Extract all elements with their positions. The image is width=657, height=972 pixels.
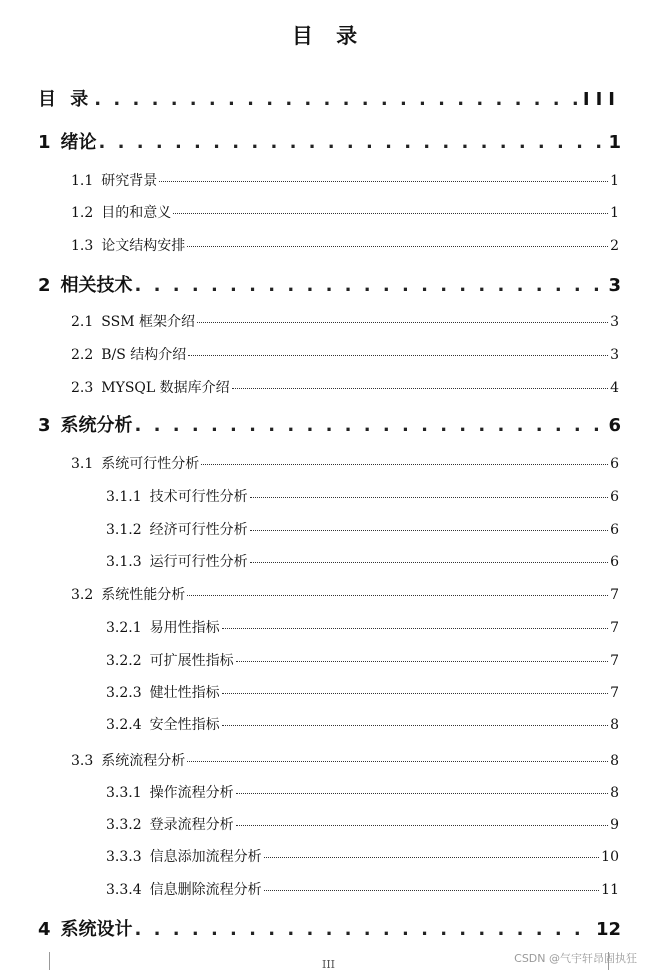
toc-entry[interactable] bbox=[106, 879, 619, 899]
toc-entry[interactable] bbox=[71, 377, 619, 397]
toc-entry-label bbox=[71, 344, 186, 364]
toc-entry-page: 3 bbox=[610, 314, 619, 330]
toc-entry-label bbox=[71, 453, 199, 473]
toc-entry-text: B/S 结构介绍 bbox=[101, 347, 187, 363]
toc-entry[interactable] bbox=[106, 714, 619, 734]
toc-dot-leader bbox=[236, 793, 608, 794]
toc-entry-label bbox=[38, 915, 133, 941]
toc-entry[interactable] bbox=[71, 170, 619, 190]
toc-entry-label bbox=[38, 85, 92, 111]
toc-entry[interactable] bbox=[71, 235, 619, 255]
toc-entry-page: 1 bbox=[610, 205, 619, 221]
toc-entry-page: 7 bbox=[610, 685, 619, 701]
toc-entry-page: 4 bbox=[610, 380, 619, 396]
toc-entry-label bbox=[106, 846, 262, 866]
toc-entry-text: 可扩展性指标 bbox=[149, 653, 234, 669]
toc-entry-label bbox=[71, 170, 157, 190]
toc-entry-text: 信息添加流程分析 bbox=[149, 849, 262, 865]
toc-entry-number: 1 bbox=[38, 132, 51, 153]
toc-entry-number: 3.3.3 bbox=[106, 849, 142, 865]
toc-entry-page: 6 bbox=[610, 456, 619, 472]
toc-entry-label bbox=[106, 714, 220, 734]
toc-entry-text: 易用性指标 bbox=[149, 620, 220, 636]
toc-entry-label bbox=[106, 519, 248, 539]
toc-dot-leader bbox=[135, 415, 607, 436]
toc-entry[interactable] bbox=[106, 814, 619, 834]
toc-entry-page: 11 bbox=[601, 882, 619, 898]
toc-entry-page: 9 bbox=[610, 817, 619, 833]
toc-entry-number: 1.2 bbox=[71, 205, 94, 221]
toc-entry-label bbox=[71, 202, 171, 222]
toc-dot-leader bbox=[236, 661, 608, 662]
toc-entry-number: 3.3.2 bbox=[106, 817, 142, 833]
toc-entry[interactable] bbox=[38, 411, 621, 437]
toc-entry[interactable] bbox=[38, 915, 621, 941]
toc-dot-leader bbox=[187, 595, 608, 596]
toc-entry-text: 安全性指标 bbox=[149, 717, 220, 733]
toc-entry[interactable] bbox=[106, 519, 619, 539]
toc-entry-text: 操作流程分析 bbox=[149, 785, 234, 801]
page-number: III bbox=[321, 958, 336, 971]
toc-dot-leader bbox=[94, 89, 581, 110]
toc-entry[interactable] bbox=[106, 650, 619, 670]
toc-entry-page: 6 bbox=[608, 415, 621, 436]
toc-entry-label bbox=[106, 682, 220, 702]
toc-dot-leader bbox=[222, 725, 608, 726]
toc-entry-label bbox=[71, 235, 185, 255]
toc-entry-text: 系统可行性分析 bbox=[101, 456, 200, 472]
toc-dot-leader bbox=[187, 246, 608, 247]
toc-entry-page: 7 bbox=[610, 653, 619, 669]
toc-entry-number: 2 bbox=[38, 275, 51, 296]
toc-dot-leader bbox=[222, 628, 608, 629]
toc-entry-number: 3.2.4 bbox=[106, 717, 142, 733]
watermark: CSDN @气宇轩昂固执狂 bbox=[514, 952, 637, 965]
toc-dot-leader bbox=[99, 132, 607, 153]
toc-dot-leader bbox=[264, 857, 600, 858]
toc-entry-label bbox=[106, 617, 220, 637]
toc-dot-leader bbox=[232, 388, 608, 389]
toc-entry[interactable] bbox=[38, 128, 621, 154]
toc-entry-text: 运行可行性分析 bbox=[149, 554, 248, 570]
toc-entry-number: 3.1.1 bbox=[106, 489, 142, 505]
toc-entry-number: 4 bbox=[38, 919, 51, 940]
toc-entry-number: 3 bbox=[38, 415, 51, 436]
toc-entry[interactable] bbox=[106, 617, 619, 637]
toc-entry[interactable] bbox=[106, 846, 619, 866]
toc-entry-label bbox=[38, 271, 133, 297]
toc-entry-label bbox=[71, 311, 195, 331]
toc-entry-page: 1 bbox=[610, 173, 619, 189]
toc-entry-page: 2 bbox=[610, 238, 619, 254]
toc-entry-number: 2.3 bbox=[71, 380, 94, 396]
toc-entry[interactable] bbox=[106, 551, 619, 571]
toc-entry-label bbox=[106, 551, 248, 571]
toc-entry-label bbox=[106, 486, 248, 506]
toc-entry-text: 信息删除流程分析 bbox=[149, 882, 262, 898]
toc-entry-page: 6 bbox=[610, 554, 619, 570]
toc-entry-number: 3.2 bbox=[71, 587, 94, 603]
toc-entry-label bbox=[38, 128, 97, 154]
toc-dot-leader bbox=[236, 825, 608, 826]
toc-entry-text: 系统流程分析 bbox=[101, 753, 186, 769]
toc-entry[interactable] bbox=[38, 85, 621, 111]
toc-dot-leader bbox=[250, 497, 608, 498]
toc-entry-page: 10 bbox=[601, 849, 619, 865]
toc-dot-leader bbox=[135, 919, 594, 940]
toc-entry-page: III bbox=[582, 89, 621, 110]
toc-entry-number: 3.1.3 bbox=[106, 554, 142, 570]
toc-dot-leader bbox=[222, 693, 608, 694]
toc-entry-text: 系统分析 bbox=[60, 415, 133, 436]
toc-entry[interactable] bbox=[71, 202, 619, 222]
toc-entry-page: 12 bbox=[595, 919, 621, 940]
toc-dot-leader bbox=[187, 761, 608, 762]
toc-entry-number: 3.2.3 bbox=[106, 685, 142, 701]
toc-entry-text: 目 录 bbox=[38, 89, 93, 110]
toc-entry-number: 2.1 bbox=[71, 314, 94, 330]
toc-entry-text: MYSQL 数据库介绍 bbox=[101, 380, 230, 396]
toc-entry-text: 目的和意义 bbox=[101, 205, 172, 221]
toc-entry-text: 绪论 bbox=[60, 132, 97, 153]
toc-entry-number: 3.3.4 bbox=[106, 882, 142, 898]
toc-entry-label bbox=[38, 411, 133, 437]
toc-entry-text: 系统性能分析 bbox=[101, 587, 186, 603]
toc-dot-leader bbox=[135, 275, 607, 296]
toc-entry-text: 经济可行性分析 bbox=[149, 522, 248, 538]
toc-entry-label bbox=[106, 814, 234, 834]
toc-entry-text: 研究背景 bbox=[101, 173, 158, 189]
toc-entry-page: 1 bbox=[608, 132, 621, 153]
toc-entry-number: 3.3.1 bbox=[106, 785, 142, 801]
toc-entry[interactable] bbox=[71, 750, 619, 770]
toc-entry[interactable] bbox=[106, 782, 619, 802]
toc-dot-leader bbox=[188, 355, 608, 356]
toc-entry-number: 1.1 bbox=[71, 173, 94, 189]
toc-entry[interactable] bbox=[71, 453, 619, 473]
toc-entry-page: 8 bbox=[610, 785, 619, 801]
toc-entry-number: 3.2.1 bbox=[106, 620, 142, 636]
toc-entry-number: 3.2.2 bbox=[106, 653, 142, 669]
toc-entry-page: 6 bbox=[610, 489, 619, 505]
toc-entry-number: 1.3 bbox=[71, 238, 94, 254]
page-title: 目 录 bbox=[291, 24, 366, 48]
toc-entry-label bbox=[71, 584, 185, 604]
toc-entry-text: 健壮性指标 bbox=[149, 685, 220, 701]
toc-entry[interactable] bbox=[106, 486, 619, 506]
toc-entry[interactable] bbox=[71, 344, 619, 364]
toc-entry[interactable] bbox=[71, 311, 619, 331]
toc-dot-leader bbox=[250, 530, 608, 531]
toc-entry[interactable] bbox=[71, 584, 619, 604]
toc-entry-text: 论文结构安排 bbox=[101, 238, 186, 254]
toc-entry[interactable] bbox=[38, 271, 621, 297]
toc-entry-number: 3.3 bbox=[71, 753, 94, 769]
toc-entry-label bbox=[106, 879, 262, 899]
toc-entry-label bbox=[71, 377, 230, 397]
toc-entry-number: 3.1.2 bbox=[106, 522, 142, 538]
toc-dot-leader bbox=[264, 890, 600, 891]
toc-dot-leader bbox=[159, 181, 608, 182]
toc-entry-number: 2.2 bbox=[71, 347, 94, 363]
toc-entry-text: 技术可行性分析 bbox=[149, 489, 248, 505]
toc-entry-label bbox=[106, 650, 234, 670]
toc-dot-leader bbox=[250, 562, 608, 563]
toc-entry-page: 8 bbox=[610, 717, 619, 733]
toc-entry-text: 登录流程分析 bbox=[149, 817, 234, 833]
toc-entry-text: SSM 框架介绍 bbox=[101, 314, 195, 330]
toc-entry-page: 3 bbox=[608, 275, 621, 296]
toc-entry-text: 系统设计 bbox=[60, 919, 133, 940]
toc-entry-label bbox=[71, 750, 185, 770]
toc-dot-leader bbox=[201, 464, 608, 465]
toc-dot-leader bbox=[173, 213, 608, 214]
toc-entry[interactable] bbox=[106, 682, 619, 702]
toc-dot-leader bbox=[197, 322, 608, 323]
toc-entry-number: 3.1 bbox=[71, 456, 94, 472]
toc-entry-text: 相关技术 bbox=[60, 275, 133, 296]
toc-entry-page: 8 bbox=[610, 753, 619, 769]
toc-entry-page: 3 bbox=[610, 347, 619, 363]
toc-entry-page: 7 bbox=[610, 620, 619, 636]
toc-entry-label bbox=[106, 782, 234, 802]
toc-entry-page: 6 bbox=[610, 522, 619, 538]
toc-entry-page: 7 bbox=[610, 587, 619, 603]
